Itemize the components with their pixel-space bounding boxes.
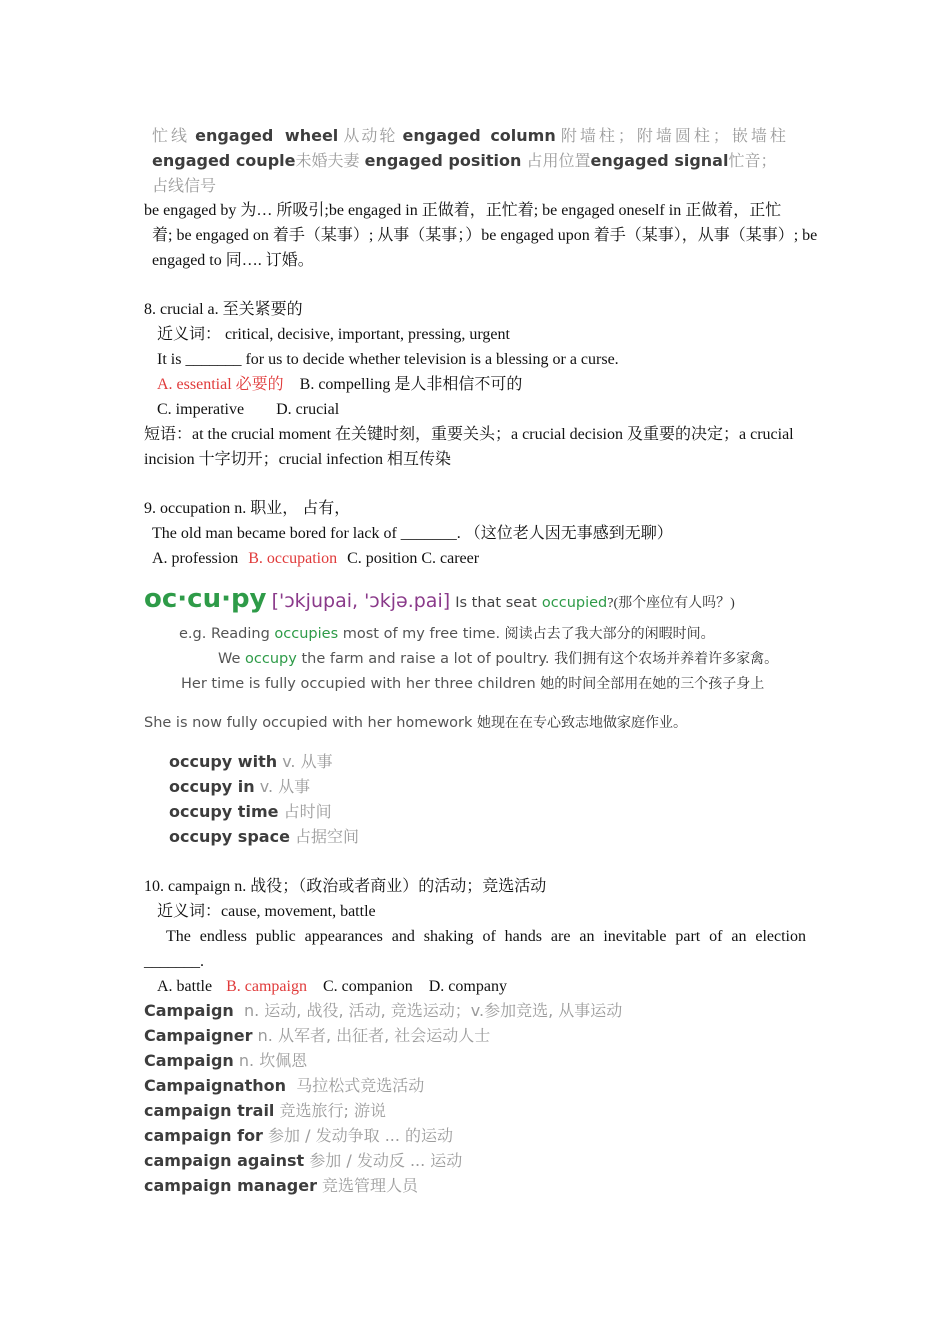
engaged-phrases-2: 着; be engaged on 着手（某事）; 从事（某事；）be engaged upon 着手（某事），从事（某事）; be [152,227,818,244]
phrase-meaning: 占时间 [283,802,332,821]
example-keyword: occupy [245,651,297,667]
occupy-example-2 [218,647,778,671]
example-text: Is that seat [455,595,537,611]
word-term: Campaignathon [144,1076,287,1095]
word-meaning: 参加 / 发动反 ... 运动 [309,1151,463,1170]
text: 占用位置 [526,151,591,170]
word-meaning: n. 坎佩恩 [238,1051,308,1070]
phrase-term: occupy time [169,802,279,821]
occupy-phrase-3 [169,800,332,824]
option-b-answer: B. campaign [226,978,307,995]
example-keyword: occupies [274,626,339,642]
option-b-answer: B. occupation [248,550,338,567]
campaign-word-8 [144,1174,418,1198]
section-8-question: It is _______ for us to decide whether television is a blessing or a curse. [157,351,619,368]
option-b: B. compelling 是人非相信不可的 [299,376,523,393]
option-c: C. companion [322,978,413,995]
phrase-term: occupy in [169,777,255,796]
section-10-heading: 10. campaign n. 战役；（政治或者商业）的活动；竞选活动 [144,878,547,895]
occupy-example-3 [181,672,764,696]
text: 从动轮 [343,126,398,145]
option-a: A. battle [157,978,213,995]
campaign-word-5 [144,1099,386,1123]
example-translation: 阅读占去了我大部分的闲暇时间。 [504,627,715,642]
section-10-options [157,975,507,999]
campaign-word-7 [144,1149,462,1173]
campaign-word-2 [144,1024,490,1048]
word-term: Campaign [144,1001,234,1020]
option-a-answer: A. essential 必要的 [157,376,284,393]
option-d: D. company [428,978,507,995]
occupy-example-4 [144,711,687,735]
campaign-word-4 [144,1074,424,1098]
example-keyword: occupied [541,595,608,611]
word-term: campaign for [144,1126,263,1145]
section-10-question-1: The endless public appearances and shaking of hands are an inevitable part of an election [166,928,806,945]
word-meaning: n. 从军者, 出征者, 社会运动人士 [257,1026,491,1045]
example-translation: 她现在在专心致志地做家庭作业。 [477,716,688,731]
phrase-meaning: v. 从事 [259,777,311,796]
occupy-headword-line [144,582,735,616]
engaged-line-3: 占线信号 [152,176,217,195]
term: engaged couple [152,151,296,170]
word-meaning: 参加 / 发动争取 ... 的运动 [268,1126,454,1145]
phrase-term: occupy space [169,827,290,846]
word-term: campaign manager [144,1176,317,1195]
section-9-heading: 9. occupation n. 职业， 占有， [144,500,351,517]
occupy-phrase-1 [169,750,333,774]
option-d: C. career [421,550,480,567]
option-a: A. profession [152,550,239,567]
term: engaged wheel [195,126,339,145]
section-9-question: The old man became bored for lack of _______. （这位老人因无事感到无聊） [152,525,673,542]
term: engaged position [364,151,522,170]
option-d: D. crucial [276,401,340,418]
example-text: We [218,651,241,667]
campaign-word-6 [144,1124,453,1148]
example-text: Her time is fully occupied with her three children [181,676,536,692]
text: 忙音； [728,151,777,170]
section-8-options-ab [157,373,522,397]
engaged-phrases-3: engaged to 同…. 订婚。 [152,252,314,269]
example-translation: 她的时间全部用在她的三个孩子身上 [540,677,765,692]
word-meaning: 竞选旅行; 游说 [279,1101,386,1120]
phonetic: ['ɔkjupai, 'ɔkjə.pai] [271,590,451,612]
occupy-phrase-4 [169,825,359,849]
example-text: She is now fully occupied with her homework [144,715,473,731]
occupy-example-1 [179,622,715,646]
term: engaged signal [590,151,729,170]
example-text: most of my free time. [342,626,501,642]
phrase-term: occupy with [169,752,278,771]
example-text: e.g. Reading [179,626,270,642]
example-text: the farm and raise a lot of poultry. [301,651,550,667]
engaged-line-2 [152,149,776,173]
section-8-phrases-2: incision 十字切开；crucial infection 相互传染 [144,451,452,468]
section-10-question-2: _______. [144,953,204,970]
section-8-options-cd [157,398,339,422]
occupy-phrase-2 [169,775,310,799]
word-term: campaign trail [144,1101,275,1120]
engaged-line-1 [152,124,806,148]
example-translation: ?(那个座位有人吗？) [607,596,735,611]
word-term: Campaign [144,1051,234,1070]
text: 附墙柱；附墙圆柱；嵌墙柱 [560,126,789,145]
word-meaning: 竞选管理人员 [322,1176,419,1195]
headword: oc·cu·py [144,584,267,614]
phrase-meaning: v. 从事 [282,752,333,771]
word-meaning: 马拉松式竞选活动 [296,1076,425,1095]
word-term: Campaigner [144,1026,253,1045]
section-10-synonyms: 近义词：cause, movement, battle [157,903,376,920]
word-meaning: n. 运动, 战役, 活动, 竞选运动；v.参加竞选, 从事运动 [243,1001,623,1020]
phrase-meaning: 占据空间 [295,827,360,846]
text: 未婚夫妻 [295,151,360,170]
campaign-word-3 [144,1049,307,1073]
engaged-phrases-1: be engaged by 为… 所吸引;be engaged in 正做着，正忙着; be engaged oneself in 正做着，正忙 [144,202,782,219]
text: 忙线 [152,126,191,145]
term: engaged column [402,126,556,145]
option-c: C. imperative [157,401,245,418]
section-8-heading: 8. crucial a. 至关紧要的 [144,301,303,318]
example-translation: 我们拥有这个农场并养着许多家禽。 [554,652,779,667]
campaign-word-1 [144,999,622,1023]
word-term: campaign against [144,1151,305,1170]
option-c: C. position [347,550,418,567]
section-8-synonyms: 近义词： critical, decisive, important, pressing, urgent [157,326,510,343]
section-8-phrases-1: 短语：at the crucial moment 在关键时刻，重要关头；a crucial decision 及重要的决定；a crucial [144,426,794,443]
section-9-options [152,547,479,571]
